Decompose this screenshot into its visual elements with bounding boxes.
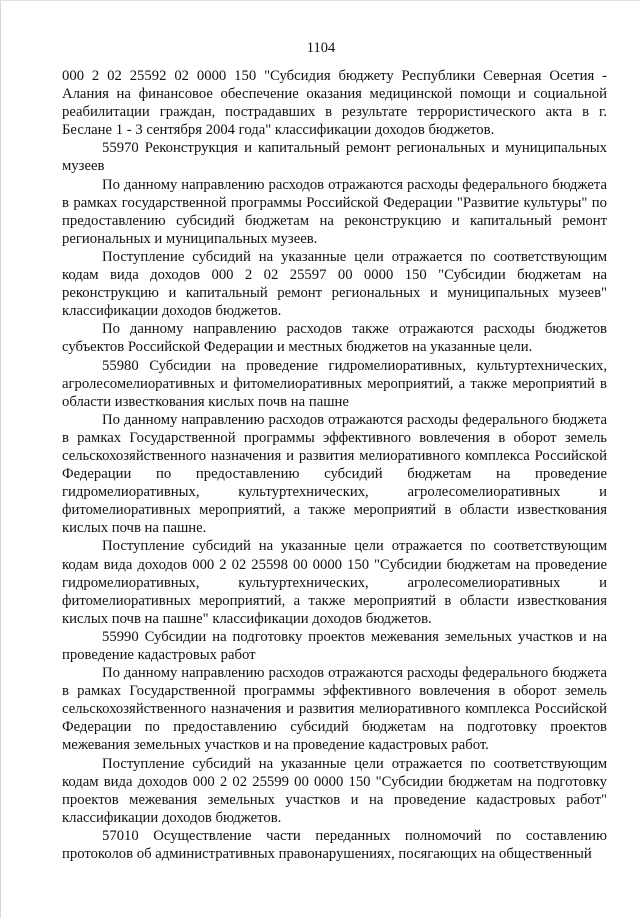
paragraph-11: Поступление субсидий на указанные цели отражается по соответствующим кодам вида доходов 000 2 02 25599 00 0000 150 "Субсидии бюджетам на подготовку проектов межевания земельных участков и на проведение кадастровых работ" классификации доходов бюджетов. xyxy=(62,755,607,826)
paragraph-2: 55970 Реконструкция и капитальный ремонт региональных и муниципальных музеев xyxy=(62,140,607,175)
paragraph-10: По данному направлению расходов отражаются расходы федерального бюджета в рамках Государственной программы эффективного вовлечения в оборот земель сельскохозяйственного назначения и развития мелиоративного комплекса Российской Федерации по предоставлению субсидий бюджетам на подготовку проектов межевания земельных участков и на проведение кадастровых работ. xyxy=(62,665,607,754)
paragraph-12: 57010 Осуществление части переданных полномочий по составлению протоколов об административных правонарушениях, посягающих на общественный xyxy=(62,827,607,863)
paragraph-6: 55980 Субсидии на проведение гидромелиоративных, культуртехнических, агролесомелиоративных и фитомелиоративных мероприятий, а также мероприятий в области известкования кислых почв на пашне xyxy=(62,357,607,410)
paragraph-5: По данному направлению расходов также отражаются расходы бюджетов субъектов Российской Федерации и местных бюджетов на указанные цели. xyxy=(62,321,607,356)
page-number: 1104 xyxy=(306,40,336,56)
paragraph-8: Поступление субсидий на указанные цели отражается по соответствующим кодам вида доходов 000 2 02 25598 00 0000 150 "Субсидии бюджетам на проведение гидромелиоративных, культуртехнических, агролесомелиоративных и фитомелиоративных мероприятий, а также мероприятий в области известкования кислых почв на пашне" классификации доходов бюджетов. xyxy=(62,538,607,627)
document-body xyxy=(62,67,607,863)
paragraph-4: Поступление субсидий на указанные цели отражается по соответствующим кодам вида доходов 000 2 02 25597 00 0000 150 "Субсидии бюджетам на реконструкцию и капитальный ремонт региональных и муниципальных музеев" классификации доходов бюджетов. xyxy=(62,248,607,320)
paragraph-1: 000 2 02 25592 02 0000 150 "Субсидия бюджету Республики Северная Осетия - Алания на финансовое обеспечение оказания медицинской помощи и социальной реабилитации граждан, пострадавших в результате террористического акта в г. Беслане 1 - 3 сентября 2004 года" классификации доходов бюджетов. xyxy=(62,68,607,139)
paragraph-7: По данному направлению расходов отражаются расходы федерального бюджета в рамках Государственной программы эффективного вовлечения в оборот земель сельскохозяйственного назначения и развития мелиоративного комплекса Российской Федерации по предоставлению субсидий бюджетам на проведение гидромелиоративных, культуртехнических, агролесомелиоративных и фитомелиоративных мероприятий, а также мероприятий в области известкования кислых почв на пашне. xyxy=(62,411,607,537)
paragraph-3: По данному направлению расходов отражаются расходы федерального бюджета в рамках государственной программы Российской Федерации "Развитие культуры" по предоставлению субсидий бюджетам на реконструкцию и капитальный ремонт региональных и муниципальных музеев. xyxy=(62,176,607,247)
paragraph-9: 55990 Субсидии на подготовку проектов межевания земельных участков и на проведение кадастровых работ xyxy=(62,628,607,663)
